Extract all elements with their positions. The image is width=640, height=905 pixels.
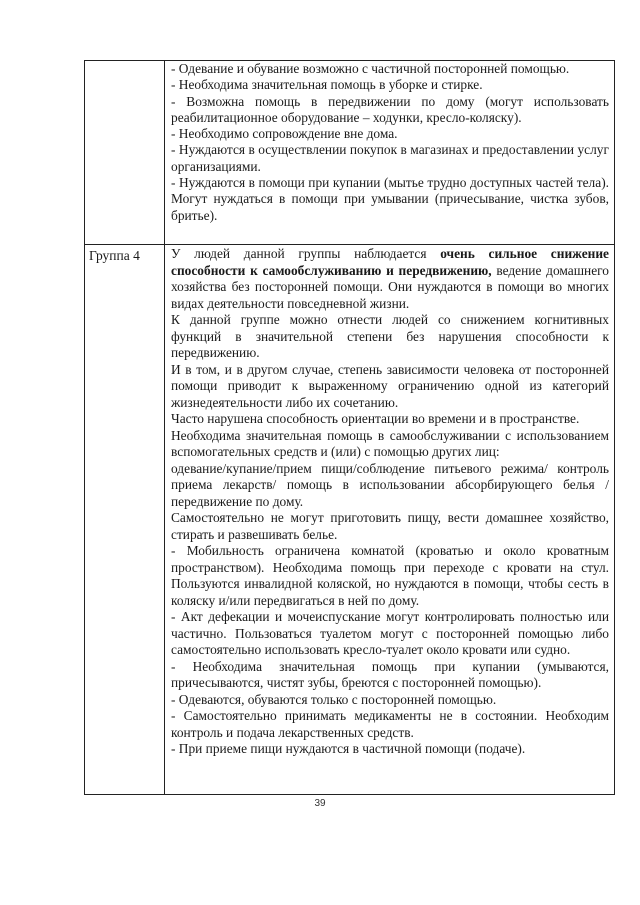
list-item: - Возможна помощь в передвижении по дому (могут использовать реабилитационное оборудование – ходунки, кресло-коляску). bbox=[171, 93, 609, 125]
list-item: - Необходима значительная помощь в уборке и стирке. bbox=[171, 77, 483, 93]
paragraph: Самостоятельно не могут приготовить пищу, вести домашнее хозяйство, стирать и развешивать белье. bbox=[171, 510, 609, 542]
list-item: - Нуждаются в помощи при купании (мытье трудно доступных частей тела). Могут нуждаться в помощи при умывании (причесывание, чистка зубов, бритье). bbox=[171, 175, 609, 223]
column-divider bbox=[164, 61, 165, 794]
list-item: - При приеме пищи нуждаются в частичной помощи (подаче). bbox=[171, 741, 526, 756]
paragraph: Необходима значительная помощь в самообслуживании с использованием вспомогательных средств и (или) с помощью других лиц: bbox=[171, 427, 609, 459]
intro-text-start: У людей данной группы наблюдается bbox=[171, 246, 441, 261]
intro-paragraph bbox=[171, 246, 609, 312]
intro-emphasis: очень сильное снижение способности к самообслуживанию и передвижению, bbox=[171, 246, 610, 278]
page-number: 39 bbox=[314, 798, 326, 809]
list-item: - Одеваются, обуваются только с посторонней помощью. bbox=[171, 691, 497, 707]
list-item: - Необходимо сопровождение вне дома. bbox=[171, 126, 398, 142]
row2-content bbox=[171, 246, 609, 758]
paragraph: одевание/купание/прием пищи/соблюдение питьевого режима/ контроль приема лекарств/ помощь в использовании абсорбирующего белья /передвижение по дому. bbox=[171, 460, 609, 509]
paragraph: К данной группе можно отнести людей со снижением когнитивных функций в значительной степени без нарушения способности к передвижению. bbox=[171, 312, 609, 360]
list-item: - Нуждаются в осуществлении покупок в магазинах и предоставлении услуг организациями. bbox=[171, 142, 609, 174]
list-item: - Одевание и обувание возможно с частичной посторонней помощью. bbox=[171, 61, 570, 76]
list-item: - Мобильность ограничена комнатой (кроватью и около кроватным пространством). Необходима помощь при переходе с кровати на стул. Пользуются инвалидной коляской, но нуждаются в помощи, чтобы сесть в коляску и/или передвигаться в ней по дому. bbox=[171, 543, 609, 608]
row-divider bbox=[85, 244, 614, 245]
intro-text-end: ведение домашнего хозяйства без посторонней помощи. Они нуждаются в помощи во многих видах деятельности повседневной жизни. bbox=[171, 262, 609, 311]
paragraph: И в том, и в другом случае, степень зависимости человека от посторонней помощи приводит к выраженному ограничению одной из категорий жизнедеятельности либо их сочетанию. bbox=[171, 361, 609, 410]
group-label: Группа 4 bbox=[89, 248, 140, 263]
paragraph: Часто нарушена способность ориентации во времени и в пространстве. bbox=[171, 411, 580, 426]
list-item: - Самостоятельно принимать медикаменты не в состоянии. Необходим контроль и подача лекарственных средств. bbox=[171, 708, 609, 740]
list-item: - Акт дефекации и мочеиспускание могут контролировать полностью или частично. Пользоваться туалетом могут с посторонней помощью либо самостоятельно использовать кресло-туалет около кровати или судно. bbox=[171, 609, 609, 657]
row1-content bbox=[171, 61, 609, 224]
document-table bbox=[84, 60, 615, 795]
list-item: - Необходима значительная помощь при купании (умываются, причесываются, чистят зубы, бреются с посторонней помощью). bbox=[171, 658, 609, 690]
